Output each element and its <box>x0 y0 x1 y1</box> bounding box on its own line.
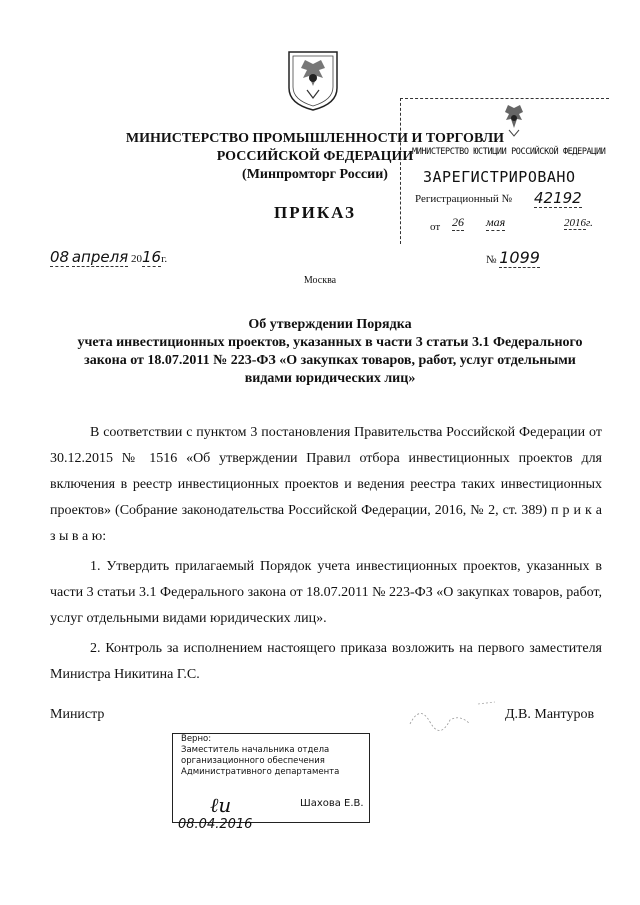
order-city: Москва <box>303 275 337 286</box>
certification-signature: ℓи <box>210 793 232 817</box>
handwritten-signature <box>400 694 500 734</box>
ministry-name-line1: МИНИСТЕРСТВО ПРОМЫШЛЕННОСТИ И ТОРГОВЛИ <box>125 131 505 146</box>
order-date-year: 16 <box>141 248 162 266</box>
body-paragraph-item2: 2. Контроль за исполнением настоящего приказа возложить на первого заместителя Министра Никитина Г.С. <box>50 641 602 682</box>
title-line1: Об утверждении Порядка <box>248 317 412 332</box>
stamp-registered-label: ЗАРЕГИСТРИРОВАНО <box>423 168 576 186</box>
stamp-emblem-icon <box>497 102 531 140</box>
certification-stamp-line4: Административного департамента <box>181 767 340 777</box>
order-number-value: 1099 <box>499 248 540 267</box>
title-line4: видами юридических лиц» <box>244 371 416 386</box>
certification-stamp-verno: Верно: <box>181 734 212 744</box>
certification-stamp-line2: Заместитель начальника отдела <box>181 745 330 755</box>
certification-stamp <box>172 733 370 823</box>
order-body <box>50 420 602 692</box>
certification-stamp-name: Шахова Е.В. <box>300 798 364 809</box>
stamp-ministry-name: МИНИСТЕРСТВО ЮСТИЦИИ РОССИЙСКОЙ ФЕДЕРАЦИИ <box>412 147 606 157</box>
coat-of-arms-emblem <box>283 48 343 112</box>
title-line3: закона от 18.07.2011 № 223-ФЗ «О закупках товаров, работ, услуг отдельными <box>84 353 576 368</box>
order-date-suffix: г. <box>161 253 168 265</box>
stamp-date-month: мая <box>486 215 506 229</box>
order-number <box>486 248 540 267</box>
order-date <box>50 248 167 266</box>
title-line2: учета инвестиционных проектов, указанных в части 3 статьи 3.1 Федерального <box>77 335 583 350</box>
certification-stamp-line3: организационного обеспечения <box>181 756 325 766</box>
stamp-registration-number-label: Регистрационный № <box>415 193 513 205</box>
order-date-day: 08 <box>50 248 70 266</box>
stamp-registration-number: 42192 <box>534 189 582 207</box>
ministry-name-line2: РОССИЙСКОЙ ФЕДЕРАЦИИ <box>216 149 414 164</box>
order-date-month: апреля <box>71 248 129 266</box>
order-number-label: № <box>486 254 497 266</box>
body-paragraph-preamble: В соответствии с пунктом 3 постановления Правительства Российской Федерации от 30.12.2015 № 1516 «Об утверждении Правил отбора инвестиционных проектов для включения в реестр инвестиционных проектов и ведения реестра таких инвестиционных проектов» (Собрание законодательства Российской Федерации, 2016, № 2, ст. 389) п р и к а з ы в а ю: <box>50 425 602 544</box>
document-type: ПРИКАЗ <box>274 203 356 222</box>
order-title <box>60 316 600 388</box>
ministry-short-name: (Минпромторг России) <box>242 167 388 182</box>
stamp-date-label: от <box>430 221 441 233</box>
signatory-position: Министр <box>50 707 105 722</box>
stamp-date-year: 2016г. <box>564 217 593 229</box>
order-date-year-prefix: 20 <box>130 253 142 265</box>
body-paragraph-item1: 1. Утвердить прилагаемый Порядок учета инвестиционных проектов, указанных в части 3 статьи 3.1 Федерального закона от 18.07.2011 № 223-ФЗ «О закупках товаров, работ, услуг отдельными видами юридических лиц». <box>50 559 602 626</box>
stamp-date-day: 26 <box>452 215 464 229</box>
certification-stamp-date: 08.04.2016 <box>178 817 253 832</box>
signatory-name: Д.В. Мантуров <box>505 707 595 722</box>
